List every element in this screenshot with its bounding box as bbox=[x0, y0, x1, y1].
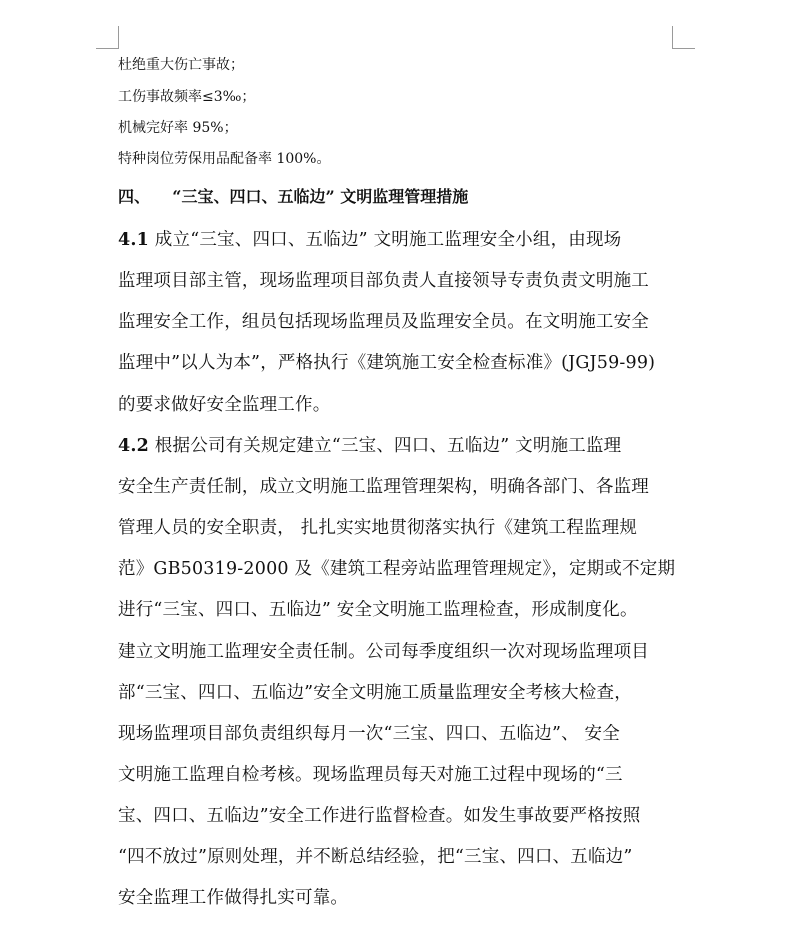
paragraph-line: 4.1 成立“三宝、四口、五临边” 文明施工监理安全小组，由现场 bbox=[118, 230, 622, 250]
paragraph-line: 部“三宝、四口、五临边”安全文明施工质量监理安全考核大检查， bbox=[118, 683, 632, 703]
text-line: 杜绝重大伤亡事故； bbox=[118, 57, 244, 73]
text-line: 机械完好率 95%； bbox=[118, 120, 238, 136]
paragraph-line: 安全生产责任制，成立文明施工监理管理架构，明确各部门、各监理 bbox=[118, 477, 649, 497]
paragraph-line: 监理安全工作，组员包括现场监理员及监理安全员。在文明施工安全 bbox=[118, 312, 649, 332]
paragraph-line: 文明施工监理自检考核。现场监理员每天对施工过程中现场的“三 bbox=[118, 765, 623, 785]
paragraph-line: 管理人员的安全职责， 扎扎实实地贯彻落实执行《建筑工程监理规 bbox=[118, 518, 638, 538]
paragraph-line: 范》GB50319-2000 及《建筑工程旁站监理管理规定》，定期或不定期 bbox=[118, 559, 676, 579]
paragraph-line: 监理中”以人为本”，严格执行《建筑施工安全检查标准》(JGJ59-99) bbox=[118, 353, 656, 373]
paragraph-line: 安全监理工作做得扎实可靠。 bbox=[118, 888, 349, 908]
paragraph-number: 4.1 bbox=[118, 230, 150, 250]
text-line: 工伤事故频率≤3‰； bbox=[118, 89, 256, 105]
paragraph-line: 4.2 根据公司有关规定建立“三宝、四口、五临边” 文明施工监理 bbox=[118, 436, 622, 456]
paragraph-line: 监理项目部主管，现场监理项目部负责人直接领导专责负责文明施工 bbox=[118, 271, 649, 291]
section-heading: 四、 “三宝、四口、五临边” 文明监理管理措施 bbox=[118, 187, 469, 206]
paragraph-line: 进行“三宝、四口、五临边” 安全文明施工监理检查，形成制度化。 bbox=[118, 600, 638, 620]
paragraph-line: 的要求做好安全监理工作。 bbox=[118, 395, 331, 415]
paragraph-line: “四不放过”原则处理，并不断总结经验，把“三宝、四口、五临边” bbox=[118, 847, 633, 867]
paragraph-number: 4.2 bbox=[118, 436, 150, 456]
paragraph-line: 建立文明施工监理安全责任制。公司每季度组织一次对现场监理项目 bbox=[118, 642, 649, 662]
paragraph-line: 宝、四口、五临边”安全工作进行监督检查。如发生事故要严格按照 bbox=[118, 806, 641, 826]
paragraph-line: 现场监理项目部负责组织每月一次“三宝、四口、五临边”、 安全 bbox=[118, 724, 620, 744]
crop-mark-top-left bbox=[96, 26, 119, 49]
text-line: 特种岗位劳保用品配备率 100%。 bbox=[118, 151, 331, 167]
crop-mark-top-right bbox=[672, 26, 695, 49]
